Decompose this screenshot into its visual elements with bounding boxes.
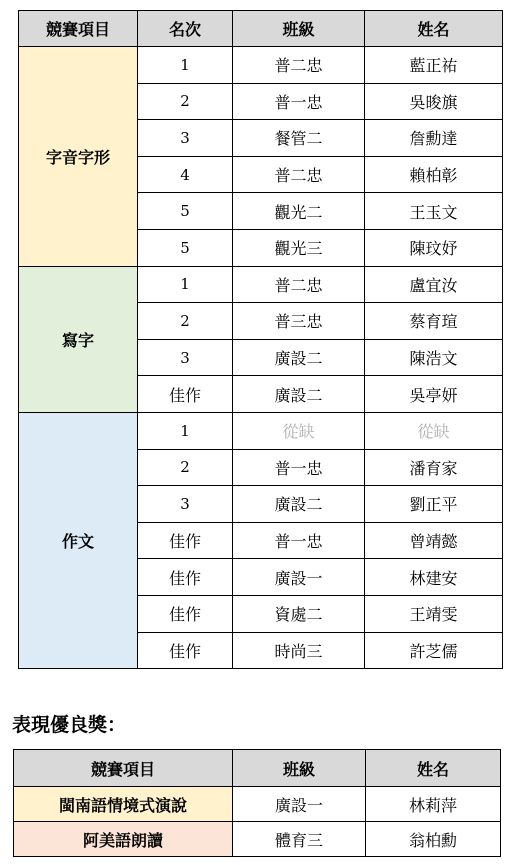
rank-cell: 5	[138, 229, 233, 266]
award-row	[14, 787, 501, 822]
name-cell: 詹勳達	[365, 120, 503, 157]
rank-cell: 3	[138, 486, 233, 523]
rank-cell: 2	[138, 303, 233, 340]
results-table	[18, 10, 503, 669]
name-cell: 王玉文	[365, 193, 503, 230]
class-cell: 廣設二	[233, 339, 365, 376]
class-cell: 廣設二	[233, 376, 365, 413]
category-cell: 字音字形	[19, 47, 138, 267]
category-cell: 寫字	[19, 266, 138, 412]
name-cell: 曾靖懿	[365, 522, 503, 559]
name-cell: 潘育家	[365, 449, 503, 486]
name-cell: 盧宜汝	[365, 266, 503, 303]
rank-cell: 1	[138, 47, 233, 84]
name-cell: 從缺	[365, 412, 503, 449]
class-cell: 餐管二	[233, 120, 365, 157]
class-cell: 普三忠	[233, 303, 365, 340]
name-cell: 藍正祐	[365, 47, 503, 84]
name-cell: 賴柏彰	[365, 156, 503, 193]
rank-cell: 2	[138, 449, 233, 486]
class-cell: 資處二	[233, 595, 365, 632]
rank-cell: 3	[138, 339, 233, 376]
class-cell: 觀光三	[233, 229, 365, 266]
class-cell: 從缺	[233, 412, 365, 449]
award-name-cell: 林莉萍	[366, 787, 501, 822]
table-row	[19, 412, 503, 449]
rank-cell: 佳作	[138, 559, 233, 596]
name-cell: 王靖雯	[365, 595, 503, 632]
award-header-item: 競賽項目	[14, 750, 233, 787]
class-cell: 普一忠	[233, 83, 365, 120]
class-cell: 普二忠	[233, 156, 365, 193]
class-cell: 普一忠	[233, 522, 365, 559]
class-cell: 時尚三	[233, 632, 365, 669]
name-cell: 吳晙旗	[365, 83, 503, 120]
rank-cell: 佳作	[138, 595, 233, 632]
award-header-row	[14, 750, 501, 787]
name-cell: 陳浩文	[365, 339, 503, 376]
header-rank: 名次	[138, 11, 233, 47]
header-item: 競賽項目	[19, 11, 138, 47]
award-class-cell: 廣設一	[233, 787, 366, 822]
header-name: 姓名	[365, 11, 503, 47]
rank-cell: 1	[138, 412, 233, 449]
award-row	[14, 822, 501, 857]
award-item-cell: 閩南語情境式演說	[14, 787, 233, 822]
award-item-cell: 阿美語朗讀	[14, 822, 233, 857]
award-header-class: 班級	[233, 750, 366, 787]
name-cell: 劉正平	[365, 486, 503, 523]
rank-cell: 佳作	[138, 522, 233, 559]
award-class-cell: 體育三	[233, 822, 366, 857]
rank-cell: 3	[138, 120, 233, 157]
table-row	[19, 266, 503, 303]
table-row	[19, 47, 503, 84]
class-cell: 普二忠	[233, 47, 365, 84]
class-cell: 廣設二	[233, 486, 365, 523]
rank-cell: 1	[138, 266, 233, 303]
rank-cell: 4	[138, 156, 233, 193]
name-cell: 許芝儒	[365, 632, 503, 669]
name-cell: 林建安	[365, 559, 503, 596]
header-class: 班級	[233, 11, 365, 47]
name-cell: 陳玟妤	[365, 229, 503, 266]
name-cell: 吳亭妍	[365, 376, 503, 413]
category-cell: 作文	[19, 412, 138, 668]
award-section-title: 表現優良獎：	[12, 714, 127, 736]
rank-cell: 5	[138, 193, 233, 230]
award-header-name: 姓名	[366, 750, 501, 787]
class-cell: 觀光二	[233, 193, 365, 230]
award-name-cell: 翁柏勳	[366, 822, 501, 857]
class-cell: 廣設一	[233, 559, 365, 596]
header-row	[19, 11, 503, 47]
name-cell: 蔡育瑄	[365, 303, 503, 340]
rank-cell: 佳作	[138, 376, 233, 413]
class-cell: 普二忠	[233, 266, 365, 303]
rank-cell: 佳作	[138, 632, 233, 669]
award-table	[13, 749, 501, 857]
class-cell: 普一忠	[233, 449, 365, 486]
rank-cell: 2	[138, 83, 233, 120]
